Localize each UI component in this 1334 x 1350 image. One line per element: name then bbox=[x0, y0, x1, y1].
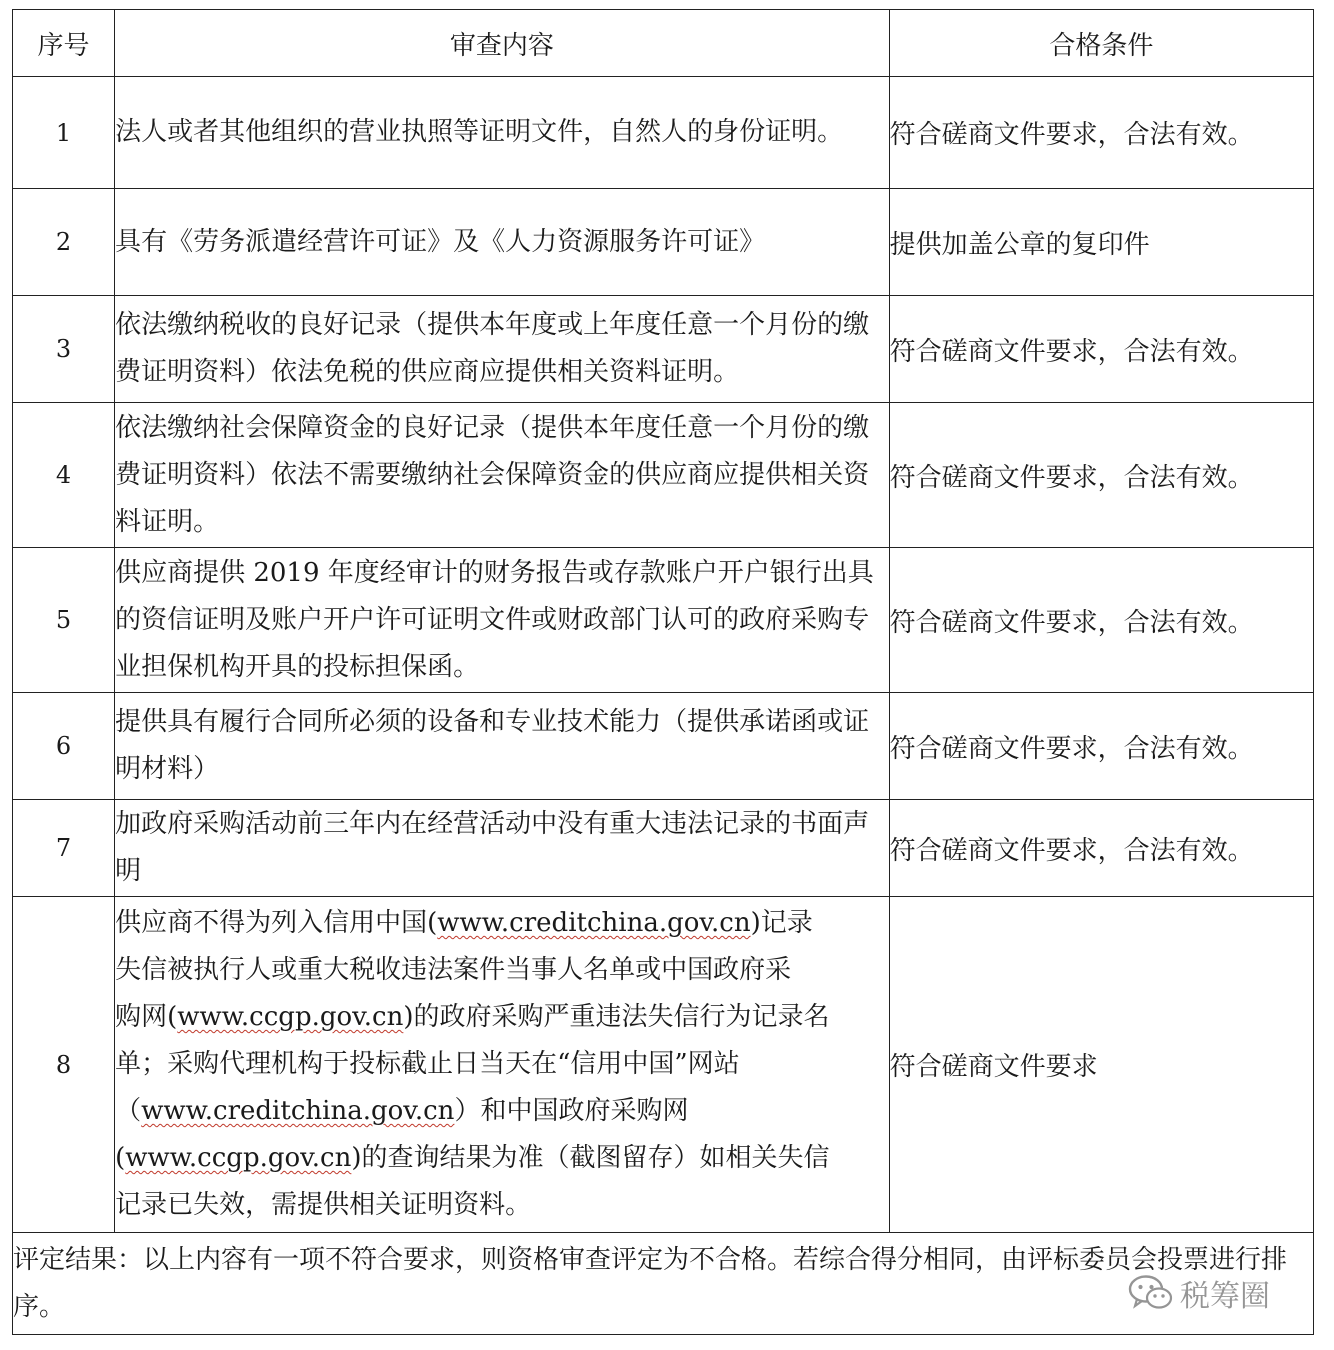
qualification-condition: 符合磋商文件要求，合法有效。 bbox=[889, 800, 1313, 897]
qualification-condition: 符合磋商文件要求，合法有效。 bbox=[889, 77, 1313, 189]
qualification-condition: 符合磋商文件要求，合法有效。 bbox=[889, 548, 1313, 693]
header-content: 审查内容 bbox=[115, 10, 890, 77]
content-line: 失信被执行人或重大税收违法案件当事人名单或中国政府采 bbox=[115, 955, 792, 985]
result-row bbox=[13, 1233, 1314, 1335]
review-content: 加政府采购活动前三年内在经营活动中没有重大违法记录的书面声明 bbox=[115, 800, 890, 897]
table-row bbox=[13, 77, 1314, 189]
row-number: 4 bbox=[13, 403, 115, 548]
content-line: 购网(www.ccgp.gov.cn)的政府采购严重违法失信行为记录名 bbox=[115, 1002, 830, 1032]
review-content: 法人或者其他组织的营业执照等证明文件，自然人的身份证明。 bbox=[115, 77, 890, 189]
qualification-condition: 符合磋商文件要求，合法有效。 bbox=[889, 403, 1313, 548]
qualification-condition: 符合磋商文件要求，合法有效。 bbox=[889, 693, 1313, 800]
wechat-icon bbox=[1128, 1274, 1174, 1312]
table-row bbox=[13, 548, 1314, 693]
watermark bbox=[1128, 1271, 1270, 1315]
review-content: 具有《劳务派遣经营许可证》及《人力资源服务许可证》 bbox=[115, 189, 890, 296]
header-condition: 合格条件 bbox=[889, 10, 1313, 77]
table-header-row bbox=[13, 10, 1314, 77]
qualification-condition: 符合磋商文件要求 bbox=[889, 897, 1313, 1233]
row-number: 1 bbox=[13, 77, 115, 189]
review-content bbox=[115, 897, 890, 1233]
table-row bbox=[13, 189, 1314, 296]
qualification-condition: 符合磋商文件要求，合法有效。 bbox=[889, 296, 1313, 403]
content-line: 记录已失效，需提供相关证明资料。 bbox=[115, 1190, 532, 1220]
row-number: 3 bbox=[13, 296, 115, 403]
row-number: 7 bbox=[13, 800, 115, 897]
review-content: 依法缴纳社会保障资金的良好记录（提供本年度任意一个月份的缴费证明资料）依法不需要缴纳社会保障资金的供应商应提供相关资料证明。 bbox=[115, 403, 890, 548]
content-line: (www.ccgp.gov.cn)的查询结果为准（截图留存）如相关失信 bbox=[115, 1143, 830, 1173]
row-number: 6 bbox=[13, 693, 115, 800]
review-content: 依法缴纳税收的良好记录（提供本年度或上年度任意一个月份的缴费证明资料）依法免税的供应商应提供相关资料证明。 bbox=[115, 296, 890, 403]
content-line: （www.creditchina.gov.cn）和中国政府采购网 bbox=[115, 1096, 689, 1126]
row-number: 5 bbox=[13, 548, 115, 693]
evaluation-result: 评定结果：以上内容有一项不符合要求，则资格审查评定为不合格。若综合得分相同，由评标委员会投票进行排序。 bbox=[13, 1233, 1314, 1335]
table-row bbox=[13, 800, 1314, 897]
qualification-condition: 提供加盖公章的复印件 bbox=[889, 189, 1313, 296]
table-row bbox=[13, 897, 1314, 1233]
qualification-review-table bbox=[12, 9, 1314, 1335]
review-content: 供应商提供 2019 年度经审计的财务报告或存款账户开户银行出具的资信证明及账户开户许可证明文件或财政部门认可的政府采购专业担保机构开具的投标担保函。 bbox=[115, 548, 890, 693]
table-row bbox=[13, 693, 1314, 800]
watermark-text: 税筹圈 bbox=[1180, 1279, 1270, 1314]
row-number: 2 bbox=[13, 189, 115, 296]
table-row bbox=[13, 403, 1314, 548]
review-content: 提供具有履行合同所必须的设备和专业技术能力（提供承诺函或证明材料） bbox=[115, 693, 890, 800]
header-no: 序号 bbox=[13, 10, 115, 77]
content-line: 单；采购代理机构于投标截止日当天在“信用中国”网站 bbox=[115, 1049, 740, 1079]
content-line: 供应商不得为列入信用中国(www.creditchina.gov.cn)记录 bbox=[115, 908, 813, 938]
table-row bbox=[13, 296, 1314, 403]
row-number: 8 bbox=[13, 897, 115, 1233]
